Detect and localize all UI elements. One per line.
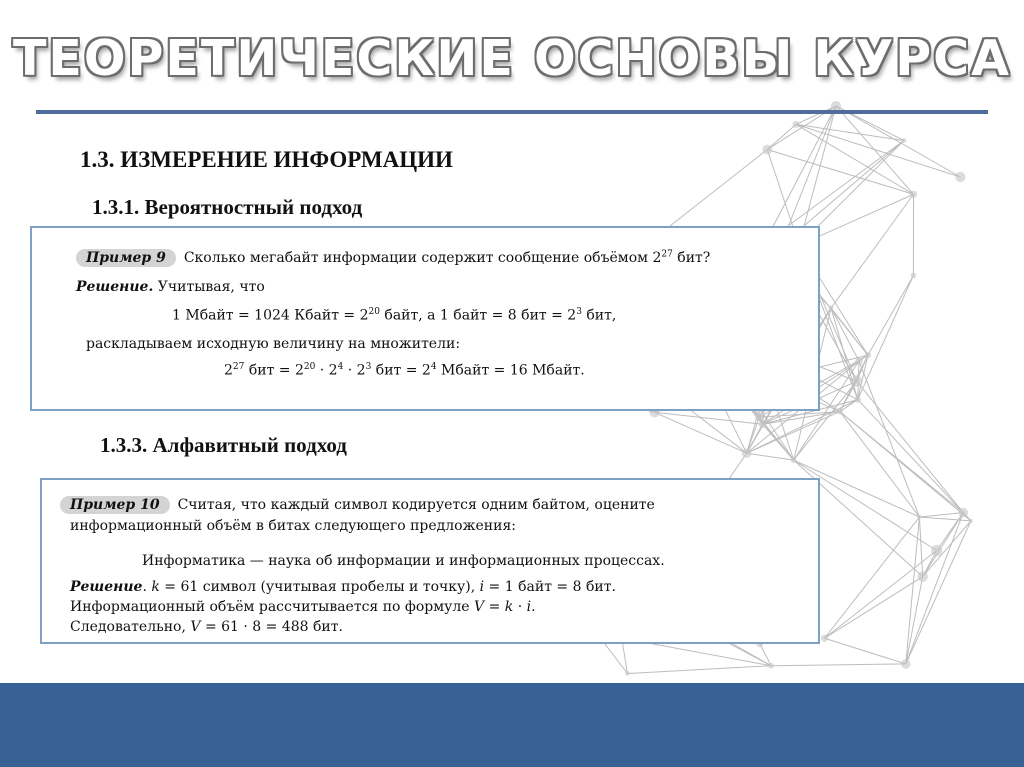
example-10-label: Пример 10 <box>60 496 170 514</box>
example-10-question-line-2: информационный объём в битах следующего предложения: <box>70 518 516 534</box>
solution-label: Решение <box>70 579 143 595</box>
example-9-solution-intro: Решение. Учитывая, что <box>76 279 265 295</box>
example-10-sentence: Информатика — наука об информации и информационных процессах. <box>142 553 665 569</box>
example-9-box <box>30 226 820 411</box>
example-10-box <box>40 478 820 644</box>
subsection-heading-alphabetic: 1.3.3. Алфавитный подход <box>100 433 347 457</box>
solution-label: Решение. <box>76 279 154 295</box>
footer-bar <box>0 683 1024 767</box>
section-heading: 1.3. ИЗМЕРЕНИЕ ИНФОРМАЦИИ <box>80 147 453 172</box>
slide-title: ТЕОРЕТИЧЕСКИЕ ОСНОВЫ КУРСА <box>12 30 1012 87</box>
example-10-solution-line-1: Решение. k = 61 символ (учитывая пробелы и точку), i = 1 байт = 8 бит. <box>70 579 616 595</box>
example-9-label: Пример 9 <box>76 249 176 267</box>
example-10-solution-line-3: Следовательно, V = 61 · 8 = 488 бит. <box>70 619 343 635</box>
example-9-formula-1: 1 Мбайт = 1024 Кбайт = $2^{20}$ байт, а 1 байт = 8 бит = $2^3$ бит, <box>172 307 617 324</box>
example-10-solution-line-2: Информационный объём рассчитывается по формуле V = k · i. <box>70 599 536 615</box>
title-divider <box>36 110 988 114</box>
subsection-heading-probabilistic: 1.3.1. Вероятностный подход <box>92 195 363 219</box>
example-10-question-line-1: Пример 10 Считая, что каждый символ кодируется одним байтом, оцените <box>60 496 655 514</box>
example-9-question: Пример 9 Сколько мегабайт информации содержит сообщение объёмом $2^{27}$ бит? <box>76 249 710 267</box>
example-9-formula-2: $2^{27}$ бит = $2^{20} \cdot 2^4 \cdot 2^3$ бит = $2^4$ Мбайт = 16 Мбайт. <box>224 362 585 379</box>
example-9-factorize-text: раскладываем исходную величину на множители: <box>86 336 461 352</box>
